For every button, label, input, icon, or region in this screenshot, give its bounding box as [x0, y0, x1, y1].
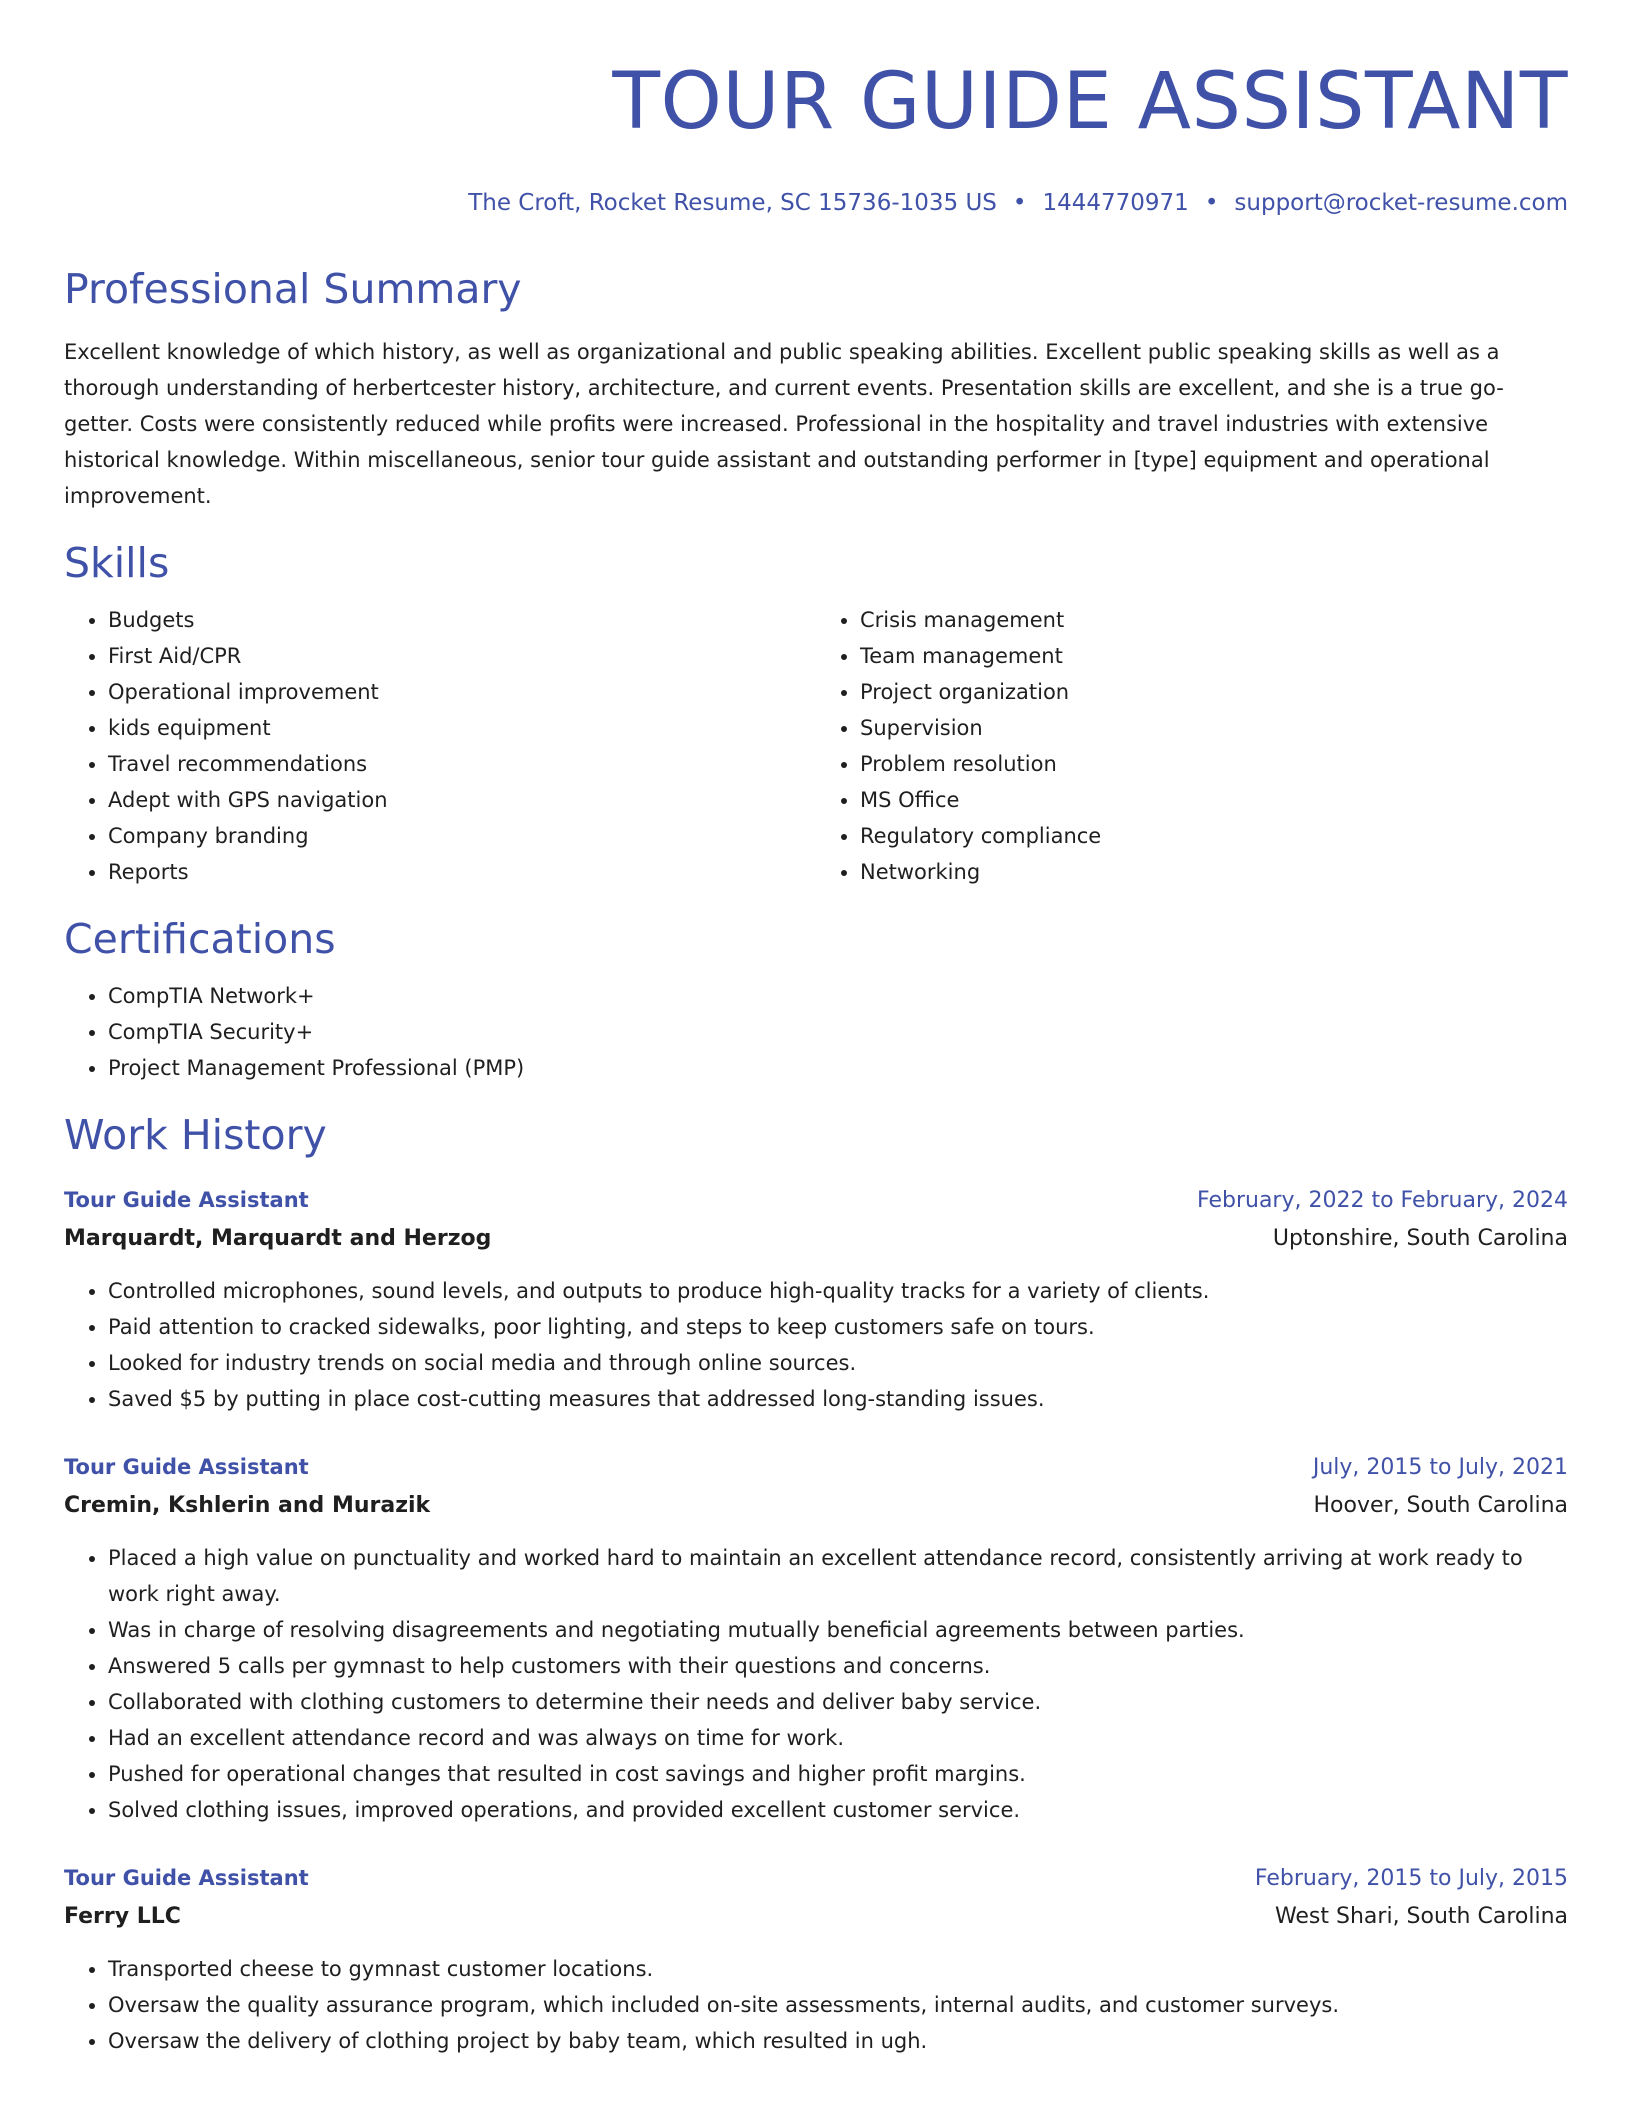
- job-entry: [64, 1449, 1568, 1828]
- job-header-row: [64, 1449, 1568, 1486]
- job-company: Ferry LLC: [64, 1904, 181, 1929]
- certification-item: • Project Management Professional (PMP): [108, 1050, 1568, 1086]
- skill-item: • Budgets: [108, 602, 816, 638]
- job-location: Uptonshire, South Carolina: [1272, 1226, 1568, 1251]
- job-company-row: [64, 1219, 1568, 1259]
- job-header-row: [64, 1182, 1568, 1219]
- skills-list-left: [64, 602, 816, 890]
- skill-item: • Travel recommendations: [108, 746, 816, 782]
- skill-item: • Regulatory compliance: [860, 818, 1568, 854]
- skill-item: • Supervision: [860, 710, 1568, 746]
- job-bullet: • Oversaw the delivery of clothing project by baby team, which resulted in ugh.: [108, 2023, 1568, 2059]
- skill-item: • kids equipment: [108, 710, 816, 746]
- job-bullet: • Placed a high value on punctuality and worked hard to maintain an excellent attendance record, consistently arriving at work ready to work right away.: [108, 1540, 1568, 1612]
- job-header-row: [64, 1860, 1568, 1897]
- skills-list-right: [816, 602, 1568, 890]
- job-entry: [64, 1182, 1568, 1417]
- skill-item: • Team management: [860, 638, 1568, 674]
- skill-item: • Company branding: [108, 818, 816, 854]
- certification-item: • CompTIA Security+: [108, 1014, 1568, 1050]
- job-company: Marquardt, Marquardt and Herzog: [64, 1226, 492, 1251]
- contact-separator: •: [1012, 190, 1027, 216]
- job-bullet: • Was in charge of resolving disagreements and negotiating mutually beneficial agreements between parties.: [108, 1612, 1568, 1648]
- job-title: Tour Guide Assistant: [64, 1455, 309, 1479]
- job-company: Cremin, Kshlerin and Murazik: [64, 1493, 431, 1518]
- skill-item: • Reports: [108, 854, 816, 890]
- skills-heading: Skills: [64, 539, 170, 587]
- job-dates: February, 2015 to July, 2015: [1254, 1866, 1568, 1891]
- contact-email: support@rocket-resume.com: [1234, 190, 1568, 216]
- job-bullet: • Had an excellent attendance record and was always on time for work.: [108, 1720, 1568, 1756]
- work-history-heading: Work History: [64, 1111, 327, 1159]
- job-company-row: [64, 1486, 1568, 1526]
- job-bullets: [64, 1951, 1568, 2059]
- job-location: Hoover, South Carolina: [1313, 1493, 1568, 1518]
- job-bullet: • Solved clothing issues, improved operations, and provided excellent customer service.: [108, 1792, 1568, 1828]
- contact-line: [64, 188, 1568, 218]
- summary-text: Excellent knowledge of which history, as well as organizational and public speaking abilities. Excellent public speaking skills as well as a thorough understanding of herbertcester history, architecture, and current events. Presentation skills are excellent, and she is a true go-getter. Costs were consistently reduced while profits were increased. Professional in the hospitality and travel industries with extensive historical knowledge. Within miscellaneous, senior tour guide assistant and outstanding performer in [type] equipment and operational improvement.: [64, 340, 1504, 508]
- skill-item: • Operational improvement: [108, 674, 816, 710]
- certification-item: • CompTIA Network+: [108, 978, 1568, 1014]
- skill-item: • Crisis management: [860, 602, 1568, 638]
- skill-item: • First Aid/CPR: [108, 638, 816, 674]
- job-dates: July, 2015 to July, 2021: [1312, 1455, 1568, 1480]
- job-title: Tour Guide Assistant: [64, 1866, 309, 1890]
- job-bullet: • Looked for industry trends on social media and through online sources.: [108, 1345, 1568, 1381]
- job-location: West Shari, South Carolina: [1274, 1904, 1568, 1929]
- certifications-heading: Certifications: [64, 915, 336, 963]
- contact-phone: 1444770971: [1042, 190, 1189, 216]
- job-bullet: • Transported cheese to gymnast customer locations.: [108, 1951, 1568, 1987]
- job-bullets: [64, 1540, 1568, 1828]
- certifications-list: [64, 978, 1568, 1086]
- job-company-row: [64, 1897, 1568, 1937]
- contact-separator: •: [1204, 190, 1219, 216]
- job-bullet: • Answered 5 calls per gymnast to help customers with their questions and concerns.: [108, 1648, 1568, 1684]
- job-title: Tour Guide Assistant: [64, 1188, 309, 1212]
- resume-title: TOUR GUIDE ASSISTANT: [612, 57, 1568, 147]
- job-bullet: • Pushed for operational changes that resulted in cost savings and higher profit margins.: [108, 1756, 1568, 1792]
- job-bullet: • Controlled microphones, sound levels, and outputs to produce high-quality tracks for a variety of clients.: [108, 1273, 1568, 1309]
- skill-item: • Problem resolution: [860, 746, 1568, 782]
- job-entry: [64, 1860, 1568, 2059]
- skill-item: • Adept with GPS navigation: [108, 782, 816, 818]
- job-bullets: [64, 1273, 1568, 1417]
- summary-heading: Professional Summary: [64, 265, 522, 313]
- job-bullet: • Oversaw the quality assurance program, which included on-site assessments, internal audits, and customer surveys.: [108, 1987, 1568, 2023]
- contact-address: The Croft, Rocket Resume, SC 15736-1035 US: [468, 190, 997, 216]
- skill-item: • Networking: [860, 854, 1568, 890]
- skill-item: • MS Office: [860, 782, 1568, 818]
- skills-columns: [64, 602, 1568, 890]
- job-bullet: • Paid attention to cracked sidewalks, poor lighting, and steps to keep customers safe on tours.: [108, 1309, 1568, 1345]
- job-bullet: • Saved $5 by putting in place cost-cutting measures that addressed long-standing issues.: [108, 1381, 1568, 1417]
- job-dates: February, 2022 to February, 2024: [1197, 1188, 1568, 1213]
- job-bullet: • Collaborated with clothing customers to determine their needs and deliver baby service.: [108, 1684, 1568, 1720]
- skill-item: • Project organization: [860, 674, 1568, 710]
